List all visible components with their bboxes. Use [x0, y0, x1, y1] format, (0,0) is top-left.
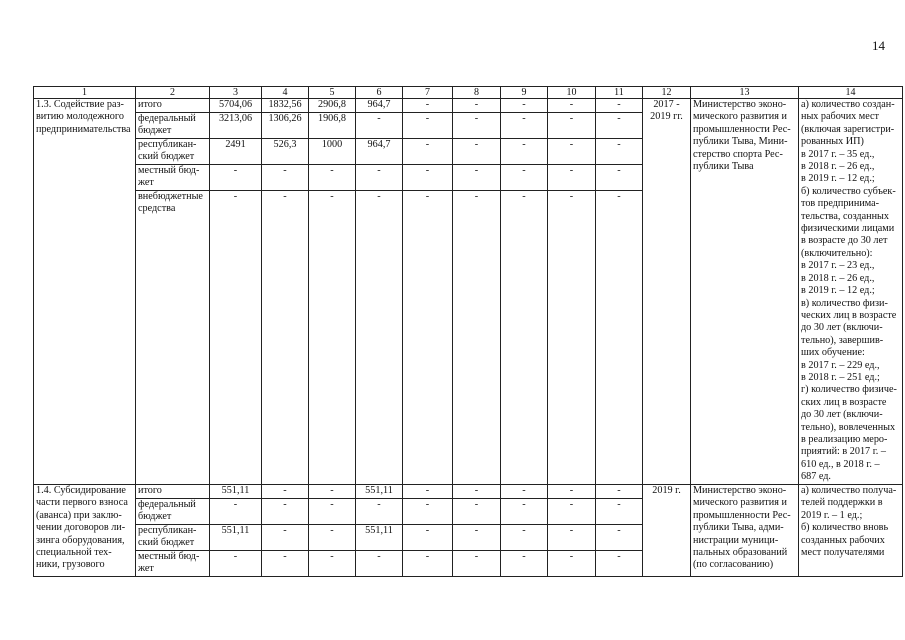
value-cell-c9: -	[501, 99, 548, 113]
funding-source: внебюджетные средства	[136, 191, 210, 485]
value-cell-c8: -	[453, 165, 501, 191]
table-row	[34, 99, 903, 113]
value-cell-c10: -	[548, 99, 596, 113]
period-cell: 2017 - 2019 гг.	[643, 99, 691, 485]
value-cell-c8: -	[453, 525, 501, 551]
value-cell-c6: -	[356, 113, 403, 139]
period-cell: 2019 г.	[643, 485, 691, 577]
value-cell-c7: -	[403, 525, 453, 551]
value-cell-c7: -	[403, 139, 453, 165]
value-cell-c5: -	[309, 499, 356, 525]
page-number: 14	[872, 38, 885, 53]
value-cell-c7: -	[403, 551, 453, 577]
value-cell-c10: -	[548, 191, 596, 485]
value-cell-c4: -	[262, 525, 309, 551]
value-cell-c8: -	[453, 99, 501, 113]
value-cell-c7: -	[403, 499, 453, 525]
value-cell-c6: -	[356, 499, 403, 525]
value-cell-c4: -	[262, 551, 309, 577]
value-cell-c5: -	[309, 165, 356, 191]
value-cell-c6: 964,7	[356, 99, 403, 113]
value-cell-c4: -	[262, 165, 309, 191]
value-cell-c7: -	[403, 191, 453, 485]
value-cell-c4: 526,3	[262, 139, 309, 165]
value-cell-c11: -	[596, 191, 643, 485]
value-cell-c3: 551,11	[210, 525, 262, 551]
value-cell-c9: -	[501, 485, 548, 499]
value-cell-c9: -	[501, 499, 548, 525]
value-cell-c8: -	[453, 113, 501, 139]
value-cell-c10: -	[548, 113, 596, 139]
funding-source: республикан- ский бюджет	[136, 525, 210, 551]
value-cell-c9: -	[501, 139, 548, 165]
header-col-8: 8	[453, 87, 501, 99]
header-col-6: 6	[356, 87, 403, 99]
program-table	[33, 86, 903, 577]
header-col-4: 4	[262, 87, 309, 99]
header-col-9: 9	[501, 87, 548, 99]
value-cell-c8: -	[453, 139, 501, 165]
value-cell-c11: -	[596, 525, 643, 551]
value-cell-c4: 1306,26	[262, 113, 309, 139]
value-cell-c11: -	[596, 485, 643, 499]
header-row	[34, 87, 903, 99]
value-cell-c6: 964,7	[356, 139, 403, 165]
value-cell-c4: -	[262, 485, 309, 499]
value-cell-c11: -	[596, 551, 643, 577]
value-cell-c4: -	[262, 499, 309, 525]
header-col-13: 13	[691, 87, 799, 99]
value-cell-c4: 1832,56	[262, 99, 309, 113]
value-cell-c11: -	[596, 113, 643, 139]
results-cell: а) количество получа- телей поддержки в 2019 г. – 1 ед.; б) количество вновь созданных рабочих мест получателями	[799, 485, 903, 577]
value-cell-c7: -	[403, 165, 453, 191]
funding-source: местный бюд- жет	[136, 551, 210, 577]
value-cell-c9: -	[501, 165, 548, 191]
value-cell-c3: 3213,06	[210, 113, 262, 139]
value-cell-c5: 1000	[309, 139, 356, 165]
value-cell-c3: -	[210, 499, 262, 525]
value-cell-c5: 2906,8	[309, 99, 356, 113]
value-cell-c3: 5704,06	[210, 99, 262, 113]
funding-source: федеральный бюджет	[136, 499, 210, 525]
value-cell-c11: -	[596, 99, 643, 113]
header-col-3: 3	[210, 87, 262, 99]
value-cell-c11: -	[596, 499, 643, 525]
value-cell-c5: -	[309, 525, 356, 551]
value-cell-c10: -	[548, 499, 596, 525]
value-cell-c6: -	[356, 551, 403, 577]
value-cell-c5: -	[309, 551, 356, 577]
funding-source: республикан- ский бюджет	[136, 139, 210, 165]
value-cell-c9: -	[501, 525, 548, 551]
value-cell-c3: 551,11	[210, 485, 262, 499]
measure-name: 1.3. Содействие раз- витию молодежного предпринимательства	[34, 99, 136, 485]
funding-source: местный бюд- жет	[136, 165, 210, 191]
results-cell: а) количество создан- ных рабочих мест (включая зарегистри- рованных ИП) в 2017 г. – 35 ед., в 2018 г. – 26 ед., в 2019 г. – 12 ед.; б) количество субъек- тов предпринима- тельства, созданных физическими лицами в возрасте до 30 лет (включительно): в 2017 г. – 23 ед., в 2018 г. – 26 ед., в 2019 г. – 12 ед.; в) количество физи- ческих лиц в возрасте до 30 лет (включи- тельно), завершив- ших обучение: в 2017 г. – 229 ед., в 2018 г. – 251 ед.; г) количество физиче- ских лиц в возрасте до 30 лет (включи- тельно), вовлеченных в реализацию меро- приятий: в 2017 г. – 610 ед., в 2018 г. – 687 ед.	[799, 99, 903, 485]
value-cell-c5: -	[309, 485, 356, 499]
value-cell-c8: -	[453, 191, 501, 485]
header-col-11: 11	[596, 87, 643, 99]
header-col-5: 5	[309, 87, 356, 99]
value-cell-c4: -	[262, 191, 309, 485]
value-cell-c3: -	[210, 165, 262, 191]
value-cell-c6: 551,11	[356, 485, 403, 499]
table-row	[34, 485, 903, 499]
value-cell-c10: -	[548, 165, 596, 191]
header-col-12: 12	[643, 87, 691, 99]
funding-source: итого	[136, 485, 210, 499]
value-cell-c10: -	[548, 485, 596, 499]
value-cell-c11: -	[596, 139, 643, 165]
value-cell-c8: -	[453, 551, 501, 577]
value-cell-c8: -	[453, 485, 501, 499]
header-col-14: 14	[799, 87, 903, 99]
value-cell-c5: -	[309, 191, 356, 485]
value-cell-c9: -	[501, 551, 548, 577]
value-cell-c10: -	[548, 139, 596, 165]
executor-cell: Министерство эконо- мического развития и промышленности Рес- публики Тыва, Мини- стерство спорта Рес- публики Тыва	[691, 99, 799, 485]
executor-cell: Министерство эконо- мического развития и промышленности Рес- публики Тыва, адми- нистрации муници- пальных образований (по согласованию)	[691, 485, 799, 577]
measure-name: 1.4. Субсидирование части первого взноса (аванса) при заклю- чении договоров ли- зинга оборудования, специальной тех- ники, грузового	[34, 485, 136, 577]
value-cell-c3: -	[210, 551, 262, 577]
value-cell-c9: -	[501, 113, 548, 139]
value-cell-c10: -	[548, 551, 596, 577]
value-cell-c6: 551,11	[356, 525, 403, 551]
value-cell-c10: -	[548, 525, 596, 551]
value-cell-c3: -	[210, 191, 262, 485]
value-cell-c6: -	[356, 191, 403, 485]
funding-source: федеральный бюджет	[136, 113, 210, 139]
value-cell-c11: -	[596, 165, 643, 191]
value-cell-c3: 2491	[210, 139, 262, 165]
value-cell-c7: -	[403, 99, 453, 113]
header-col-7: 7	[403, 87, 453, 99]
funding-source: итого	[136, 99, 210, 113]
header-col-10: 10	[548, 87, 596, 99]
value-cell-c6: -	[356, 165, 403, 191]
header-col-1: 1	[34, 87, 136, 99]
value-cell-c7: -	[403, 485, 453, 499]
value-cell-c7: -	[403, 113, 453, 139]
value-cell-c8: -	[453, 499, 501, 525]
value-cell-c9: -	[501, 191, 548, 485]
value-cell-c5: 1906,8	[309, 113, 356, 139]
header-col-2: 2	[136, 87, 210, 99]
